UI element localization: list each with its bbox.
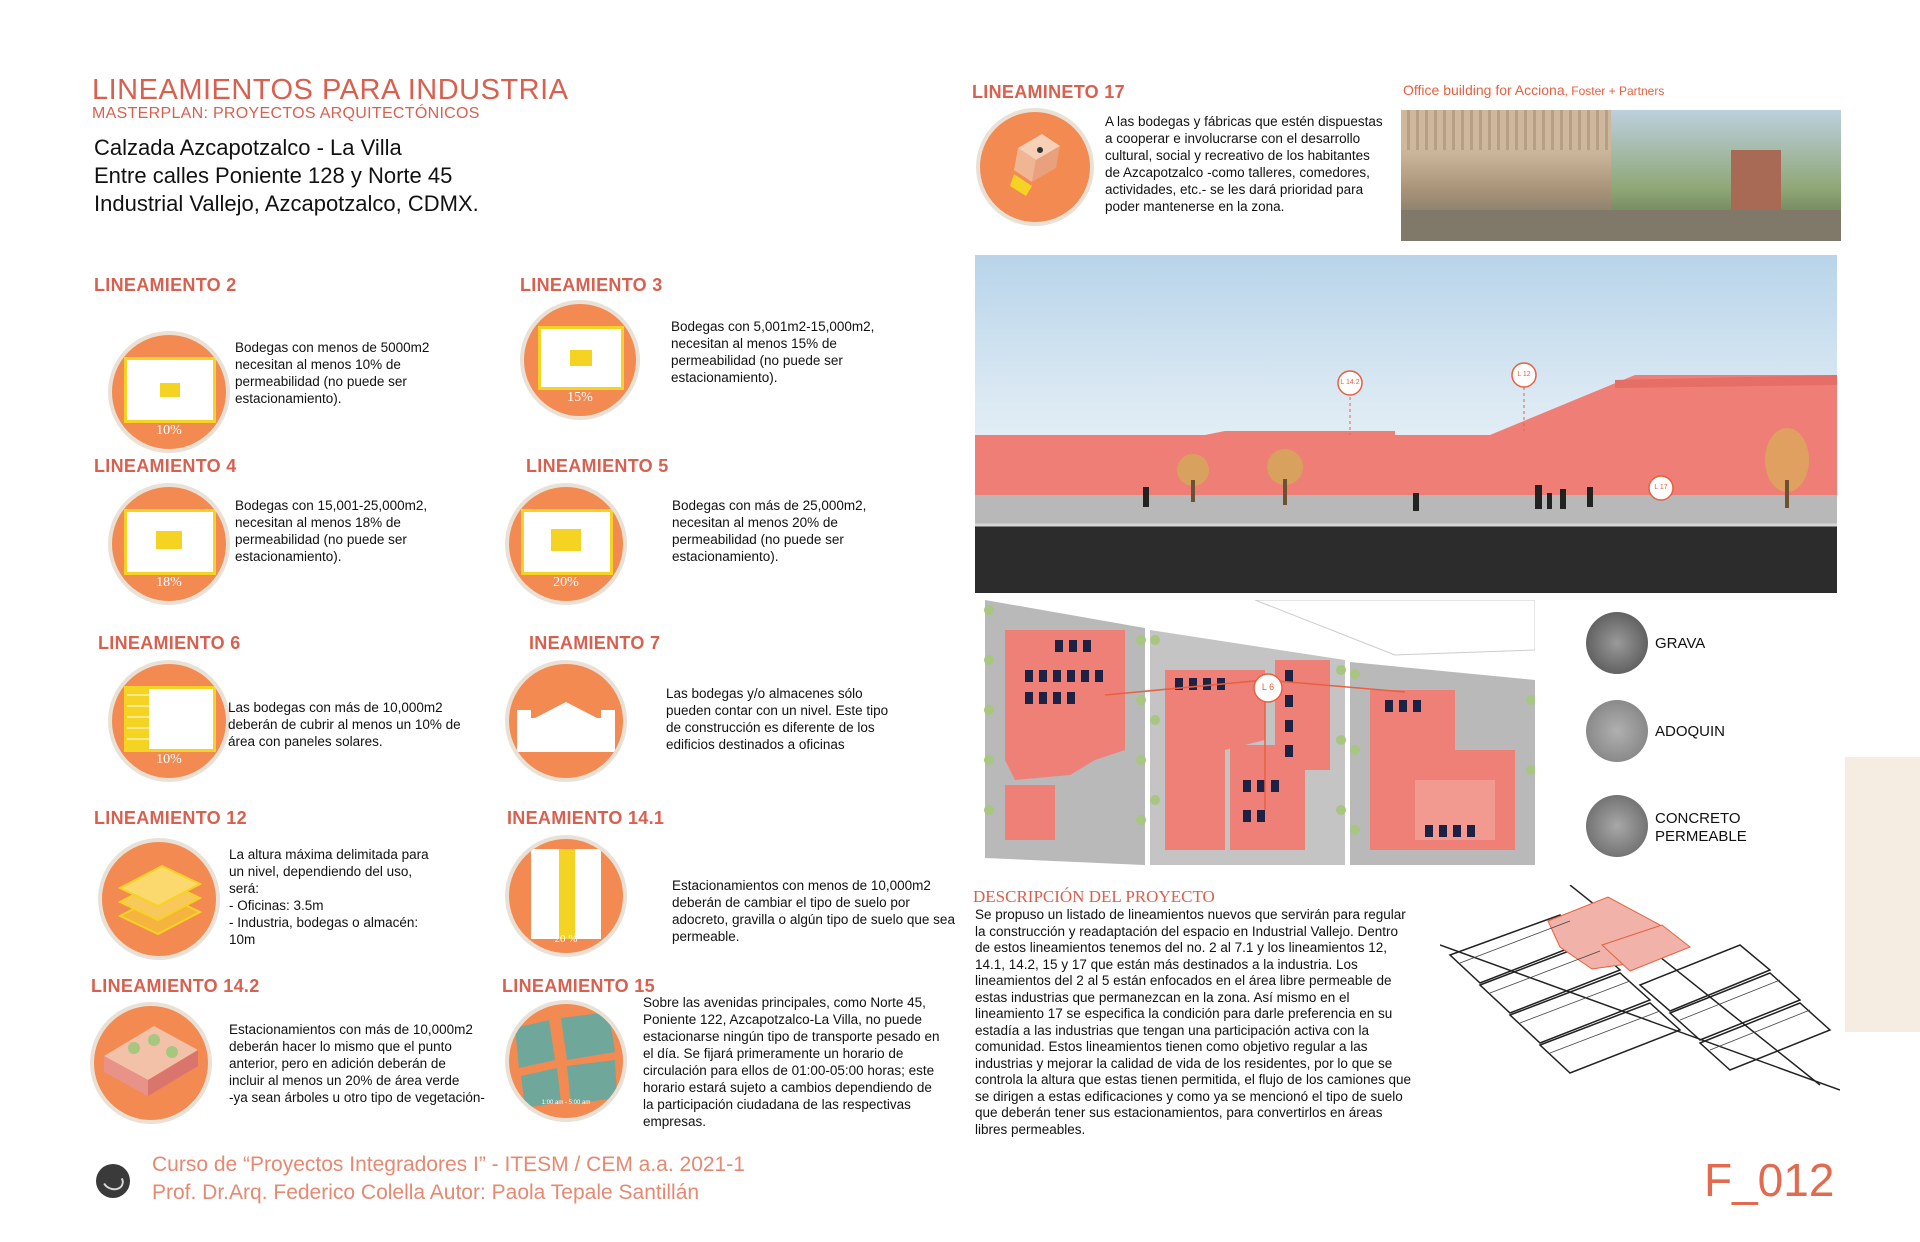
decorative-band bbox=[1845, 757, 1920, 1032]
lineamiento-3-title: LINEAMIENTO 3 bbox=[520, 275, 663, 295]
itesm-logo-icon bbox=[96, 1164, 130, 1198]
footer-course: Curso de “Proyectos Integradores I” - ITESM / CEM a.a. 2021-1 bbox=[152, 1153, 745, 1176]
lineamiento-17-title: LINEAMINETO 17 bbox=[972, 82, 1125, 102]
text-line: anterior, pero en adición deberán de bbox=[229, 1056, 446, 1071]
single-level-warehouse-icon bbox=[509, 664, 623, 778]
sheet-code: F_012 bbox=[1704, 1154, 1835, 1206]
lineamiento-5-title: LINEAMIENTO 5 bbox=[526, 456, 669, 476]
lineamiento-15-diagram bbox=[505, 1000, 627, 1122]
text-line: será: bbox=[229, 881, 260, 896]
description-line: Se propuso un listado de lineamientos nuevos que servirán para regular bbox=[975, 907, 1406, 922]
elevation-drawing bbox=[975, 255, 1837, 593]
description-line: se dirigen a estas edificaciones y como ya se mencionó el tipo de suelo bbox=[975, 1088, 1403, 1104]
footer-author: Prof. Dr.Arq. Federico Colella Autor: Paola Tepale Santillán bbox=[152, 1181, 700, 1204]
lineamiento-6-text: Las bodegas con más de 10,000m2 deberán de cubrir al menos un 10% de área con paneles solares. bbox=[228, 700, 461, 749]
location-line-3: Industrial Vallejo, Azcapotzalco, CDMX. bbox=[94, 191, 479, 216]
lineamiento-4-percent: 18% bbox=[156, 575, 182, 590]
description-line: estas industrias que permanezcan en la zona. Así mismo en el bbox=[975, 989, 1350, 1005]
adoquin-swatch bbox=[1586, 700, 1648, 762]
street-elevation bbox=[975, 255, 1837, 593]
lineamiento-5-diagram bbox=[505, 483, 627, 605]
lineamiento-5-percent: 20% bbox=[553, 575, 579, 590]
lineamiento-15-text: Sobre las avenidas principales, como Norte 45, Poniente 122, Azcapotzalco-La Villa, no puede estacionarse ningún tipo de transporte pesado en el día. Se fijará primeramente un horario de circulación para ellos de 01:00-05:00 horas; este horario estará sujeto a cambios dependiendo de la participación ciudadana de las respectivas empresas. bbox=[643, 995, 940, 1129]
lineamiento-7-diagram bbox=[505, 660, 627, 782]
text-line: deberán hacer lo mismo que el punto bbox=[229, 1039, 452, 1054]
description-line: 14.1, 14.2, 15 y 17 que están más destinados a la industria. Los bbox=[975, 956, 1358, 972]
description-line: lineamiento 17 se especifica la condición para darle preferencia en su bbox=[975, 1006, 1393, 1021]
lineamiento-15-caption: 1:00 am - 5:00 am bbox=[541, 1100, 591, 1106]
photo-caption-architect: , Foster + Partners bbox=[1564, 84, 1665, 98]
lineamiento-5-text: Bodegas con más de 25,000m2, necesitan al menos 20% de permeabilidad (no puede ser estacionamiento). bbox=[672, 498, 867, 564]
description-text bbox=[975, 907, 1445, 1138]
description-line: controla la altura que estas tienen permitida, el flujo de los camiones que bbox=[975, 1072, 1412, 1087]
lineamiento-12-diagram bbox=[98, 838, 220, 960]
height-layers-icon bbox=[102, 842, 216, 956]
description-line: industrias y mejorar la calidad de vida de los residentes, por lo que se bbox=[975, 1055, 1393, 1071]
lineamiento-14-2-title: LINEAMIENTO 14.2 bbox=[91, 976, 260, 996]
description-line: estadía a las industrias que tengan una participación activa con la bbox=[975, 1022, 1370, 1038]
permeable-strip-icon bbox=[559, 849, 575, 939]
lineamiento-6-diagram bbox=[108, 660, 230, 782]
page-subtitle: MASTERPLAN: PROYECTOS ARQUITECTÓNICOS bbox=[92, 105, 480, 122]
permeable-area-icon bbox=[551, 529, 581, 551]
description-line: comunidad. Estos lineamientos tienen como objetivo regular a las bbox=[975, 1039, 1368, 1054]
description-line: que deberán tener sus estacionamientos, para convertirlos en áreas bbox=[975, 1105, 1383, 1120]
legend-concreto bbox=[1655, 810, 1747, 846]
lineamiento-14-1-diagram bbox=[505, 835, 627, 957]
lineamiento-3-text: Bodegas con 5,001m2-15,000m2, necesitan al menos 15% de permeabilidad (no puede ser estacionamiento). bbox=[671, 319, 875, 385]
lineamiento-2-title: LINEAMIENTO 2 bbox=[94, 275, 237, 295]
photo-caption bbox=[1403, 82, 1664, 98]
text-line: incluir al menos un 20% de área verde bbox=[229, 1073, 460, 1088]
axonometric-drawing bbox=[1440, 885, 1840, 1095]
text-line: 10m bbox=[229, 932, 256, 947]
lineamiento-7-text: Las bodegas y/o almacenes sólo pueden contar con un nivel. Este tipo de construcción es diferente de los edificios destinados a oficinas bbox=[666, 686, 889, 752]
description-line: libres permeables. bbox=[975, 1121, 1086, 1137]
lineamiento-17-diagram bbox=[976, 108, 1094, 226]
lineamiento-12-text bbox=[229, 846, 469, 948]
lineamiento-6-percent: 10% bbox=[156, 752, 182, 767]
location-line-1: Calzada Azcapotzalco - La Villa bbox=[94, 135, 402, 160]
lineamiento-4-text: Bodegas con 15,001-25,000m2, necesitan al menos 18% de permeabilidad (no puede ser estacionamiento). bbox=[235, 498, 428, 564]
concreto-swatch bbox=[1586, 795, 1648, 857]
lineamiento-14-1-percent: 20 % bbox=[554, 933, 578, 945]
office-building-photo bbox=[1401, 110, 1841, 241]
axonometric-map bbox=[1440, 885, 1840, 1095]
permeable-area-icon bbox=[156, 531, 182, 549]
description-title: DESCRIPCIÓN DEL PROYECTO bbox=[973, 887, 1215, 906]
community-building-icon bbox=[980, 112, 1090, 222]
legend-concreto-line: CONCRETO bbox=[1655, 810, 1741, 827]
legend-grava: GRAVA bbox=[1655, 635, 1706, 652]
site-plan bbox=[975, 600, 1535, 865]
lineamiento-3-percent: 15% bbox=[567, 390, 593, 405]
lineamiento-4-diagram bbox=[108, 483, 230, 605]
permeable-area-icon bbox=[570, 350, 592, 366]
lineamiento-4-title: LINEAMIENTO 4 bbox=[94, 456, 237, 476]
location-line-2: Entre calles Poniente 128 y Norte 45 bbox=[94, 163, 453, 188]
elevation-marker-l14-2: L 14.2 bbox=[1340, 379, 1360, 386]
lineamiento-2-text: Bodegas con menos de 5000m2 necesitan al menos 10% de permeabilidad (no puede ser estacionamiento). bbox=[235, 340, 430, 406]
lineamiento-14-2-diagram bbox=[90, 1002, 212, 1124]
elevation-marker-l12: L 12 bbox=[1517, 371, 1531, 378]
plan-marker-l6: L 6 bbox=[1261, 682, 1275, 692]
description-line: de estos lineamientos tenemos del no. 2 al 7.1 y los lineamientos 12, bbox=[975, 940, 1387, 955]
lineamiento-12-title: LINEAMIENTO 12 bbox=[94, 808, 247, 828]
lineamiento-14-1-title: INEAMIENTO 14.1 bbox=[507, 808, 665, 828]
photo-caption-name: Office building for Acciona bbox=[1403, 82, 1565, 98]
grava-swatch bbox=[1586, 612, 1648, 674]
lineamiento-2-percent: 10% bbox=[156, 423, 182, 438]
lineamiento-6-title: LINEAMIENTO 6 bbox=[98, 633, 241, 653]
lineamiento-14-1-text: Estacionamientos con menos de 10,000m2 deberán de cambiar el tipo de suelo por adocreto, gravilla o algún tipo de suelo que sea permeable. bbox=[672, 878, 955, 944]
description-line: la construcción y readaptación del espacio en Industrial Vallejo. Dentro bbox=[975, 923, 1398, 939]
text-line: La altura máxima delimitada para bbox=[229, 847, 429, 862]
text-line: - Industria, bodegas o almacén: bbox=[229, 915, 419, 930]
text-line: Estacionamientos con más de 10,000m2 bbox=[229, 1022, 473, 1037]
elevation-marker-l17: L 17 bbox=[1654, 484, 1668, 491]
site-plan-drawing bbox=[975, 600, 1535, 865]
legend-concreto-line: PERMEABLE bbox=[1655, 828, 1747, 845]
permeable-area-icon bbox=[160, 383, 180, 397]
text-line: - Oficinas: 3.5m bbox=[229, 898, 324, 913]
lineamiento-3-diagram bbox=[520, 300, 640, 420]
description-line: lineamientos del 2 al 5 están enfocados en el área libre permeable de bbox=[975, 973, 1392, 988]
lineamiento-14-2-text bbox=[229, 1021, 499, 1106]
green-parking-icon bbox=[94, 1006, 208, 1120]
location-block bbox=[94, 134, 479, 218]
lineamiento-15-title: LINEAMIENTO 15 bbox=[502, 976, 655, 996]
page-title: LINEAMIENTOS PARA INDUSTRIA bbox=[92, 74, 569, 106]
legend-adoquin: ADOQUIN bbox=[1655, 723, 1726, 740]
text-line: -ya sean árboles u otro tipo de vegetación- bbox=[229, 1090, 485, 1105]
lineamiento-17-text: A las bodegas y fábricas que estén dispuestas a cooperar e involucrarse con el desarrollo cultural, social y recreativo de los habitantes de Azcapotzalco -como talleres, comedores, actividades, etc.- se les dará prioridad para poder mantenerse en la zona. bbox=[1105, 114, 1383, 214]
photo-floor bbox=[1401, 210, 1841, 241]
lineamiento-7-title: INEAMIENTO 7 bbox=[529, 633, 661, 653]
lineamiento-2-diagram bbox=[108, 331, 230, 453]
solar-panel-icon bbox=[127, 689, 149, 749]
text-line: un nivel, dependiendo del uso, bbox=[229, 864, 413, 879]
